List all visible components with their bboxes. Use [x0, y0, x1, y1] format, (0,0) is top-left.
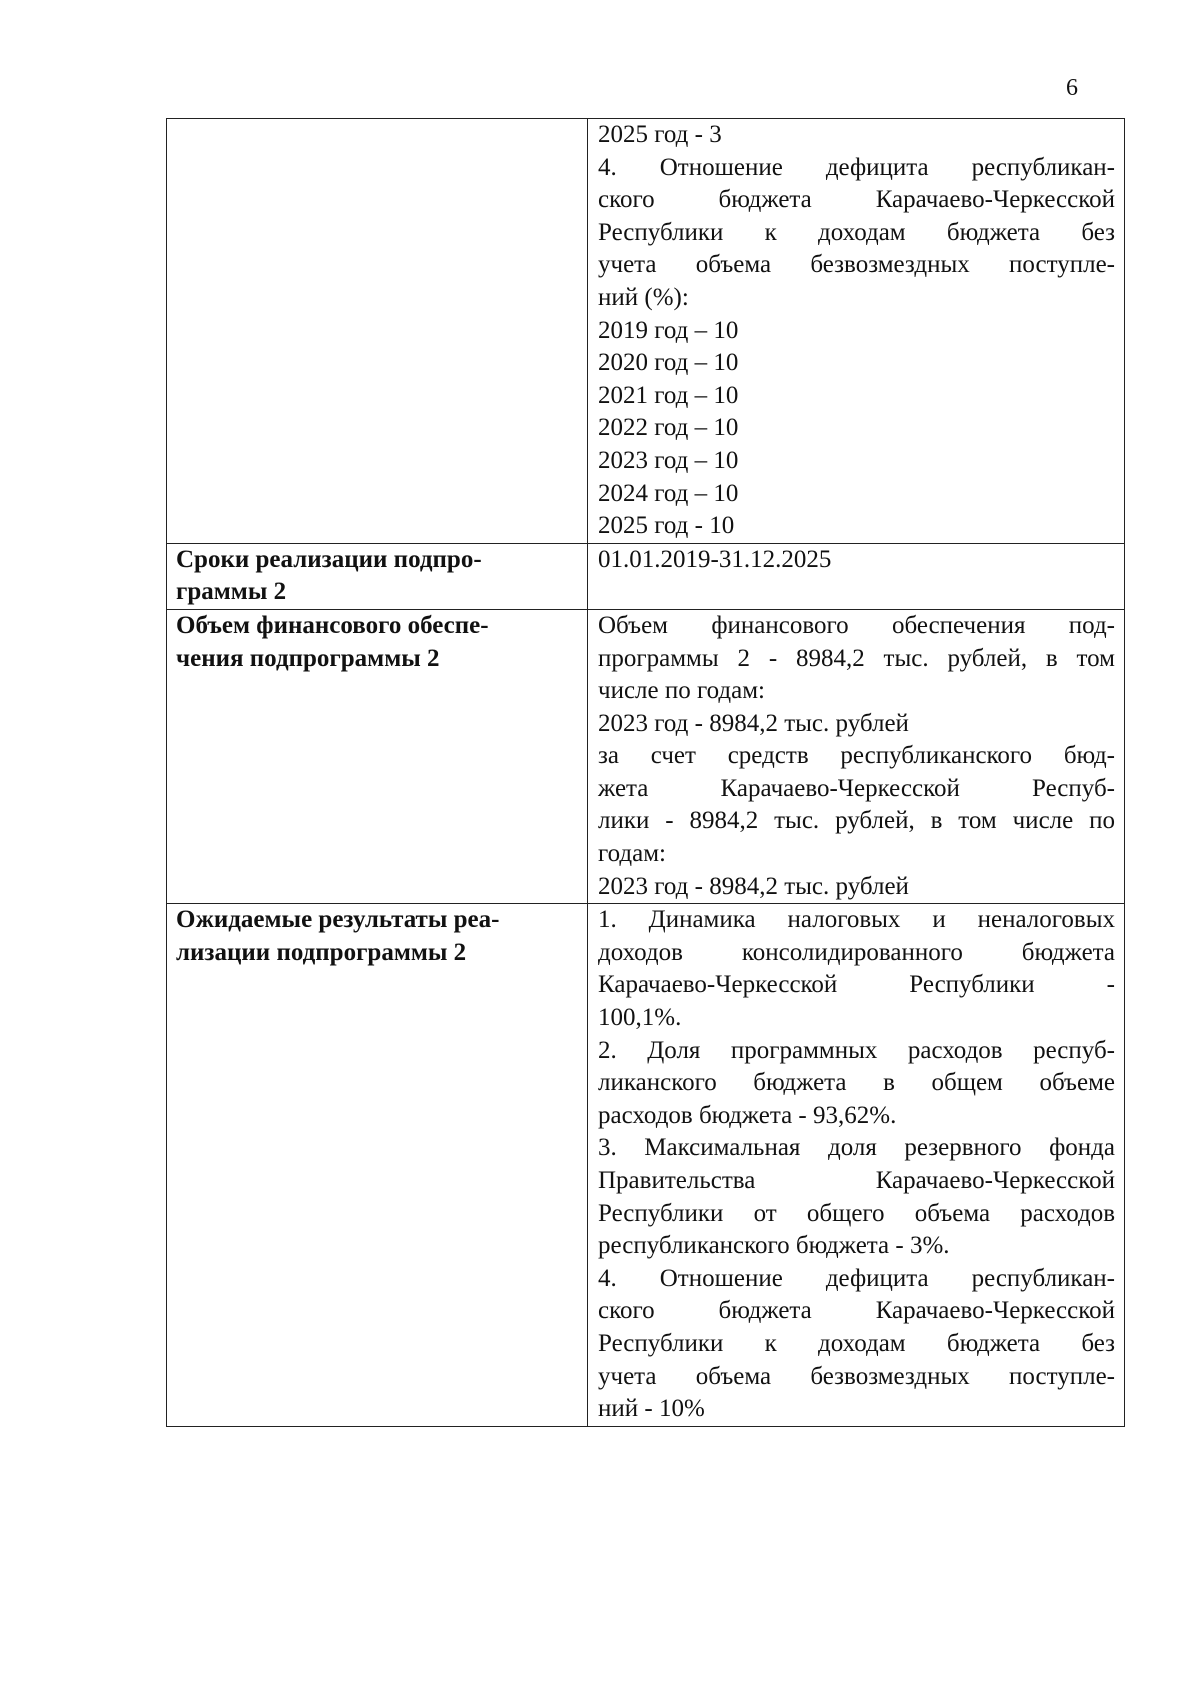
table-row: [167, 119, 1125, 544]
row-value-line: 2022 год – 10: [598, 414, 739, 442]
row-value-line: жета Карачаево-Черкесской Респуб-: [598, 774, 1115, 802]
row-value-line: ний - 10%: [598, 1395, 705, 1423]
row-value-line: Карачаево-Черкесской Республики -: [598, 971, 1115, 999]
row-label-cell: [167, 119, 588, 544]
row-label-cell: [167, 543, 588, 609]
row-value-line: 2023 год – 10: [598, 446, 739, 474]
row-value-line: 2020 год – 10: [598, 349, 739, 377]
page-number: 6: [1066, 75, 1078, 101]
table-row: [167, 543, 1125, 609]
row-label-line: Ожидаемые результаты реа-: [176, 906, 500, 934]
row-value-line: 4. Отношение дефицита республикан-: [598, 153, 1115, 181]
row-value-line: числе по годам:: [598, 677, 765, 705]
row-value-line: за счет средств республиканского бюд-: [598, 742, 1115, 770]
row-value-line: 3. Максимальная доля резервного фонда: [598, 1134, 1115, 1162]
row-label-cell: [167, 904, 588, 1427]
row-value-line: доходов консолидированного бюджета: [598, 938, 1115, 966]
row-value-line: 2025 год - 10: [598, 512, 735, 540]
row-value-line: годам:: [598, 840, 666, 868]
row-value-line: 2025 год - 3: [598, 121, 722, 148]
table-row: [167, 609, 1125, 903]
row-label-line: лизации подпрограммы 2: [176, 938, 467, 966]
row-value-line: лики - 8984,2 тыс. рублей, в том числе по: [598, 807, 1115, 835]
row-value-line: ского бюджета Карачаево-Черкесской: [598, 1297, 1115, 1325]
table-row: [167, 904, 1125, 1427]
row-label-line: Объем финансового обеспе-: [176, 611, 489, 639]
row-label-line: Сроки реализации подпро-: [176, 545, 482, 573]
row-value-line: Республики к доходам бюджета без: [598, 1329, 1115, 1357]
row-value-line: расходов бюджета - 93,62%.: [598, 1101, 897, 1129]
row-label-line: граммы 2: [176, 578, 287, 606]
row-value-line: учета объема безвозмездных поступле-: [598, 1362, 1115, 1390]
row-value-line: Республики от общего объема расходов: [598, 1199, 1115, 1227]
row-label-line: чения подпрограммы 2: [176, 644, 440, 672]
row-value-line: 2023 год - 8984,2 тыс. рублей: [598, 709, 909, 737]
row-value-line: 2019 год – 10: [598, 316, 739, 344]
table-body: [167, 119, 1125, 1427]
row-value-line: ского бюджета Карачаево-Черкесской: [598, 186, 1115, 214]
passport-table: [166, 118, 1125, 1427]
row-value-line: 2021 год – 10: [598, 381, 739, 409]
row-value-line: Республики к доходам бюджета без: [598, 218, 1115, 246]
row-value-line: учета объема безвозмездных поступле-: [598, 251, 1115, 279]
row-value-line: 4. Отношение дефицита республикан-: [598, 1264, 1115, 1292]
row-value-line: ликанского бюджета в общем объеме: [598, 1069, 1115, 1097]
row-value-cell: [588, 119, 1125, 544]
row-value-line: 01.01.2019-31.12.2025: [598, 545, 832, 573]
row-value-line: Объем финансового обеспечения под-: [598, 611, 1115, 639]
row-value-line: 100,1%.: [598, 1004, 682, 1032]
row-value-cell: [588, 543, 1125, 609]
row-value-line: программы 2 - 8984,2 тыс. рублей, в том: [598, 644, 1115, 672]
row-value-line: 2024 год – 10: [598, 479, 739, 507]
row-value-cell: [588, 904, 1125, 1427]
row-value-line: Правительства Карачаево-Черкесской: [598, 1167, 1115, 1194]
row-value-line: 2. Доля программных расходов респуб-: [598, 1036, 1115, 1064]
row-value-line: 1. Динамика налоговых и неналоговых: [598, 906, 1115, 934]
row-value-line: 2023 год - 8984,2 тыс. рублей: [598, 872, 909, 900]
row-value-line: ний (%):: [598, 283, 689, 311]
row-label-cell: [167, 609, 588, 903]
row-value-cell: [588, 609, 1125, 903]
row-value-line: республиканского бюджета - 3%.: [598, 1232, 950, 1260]
